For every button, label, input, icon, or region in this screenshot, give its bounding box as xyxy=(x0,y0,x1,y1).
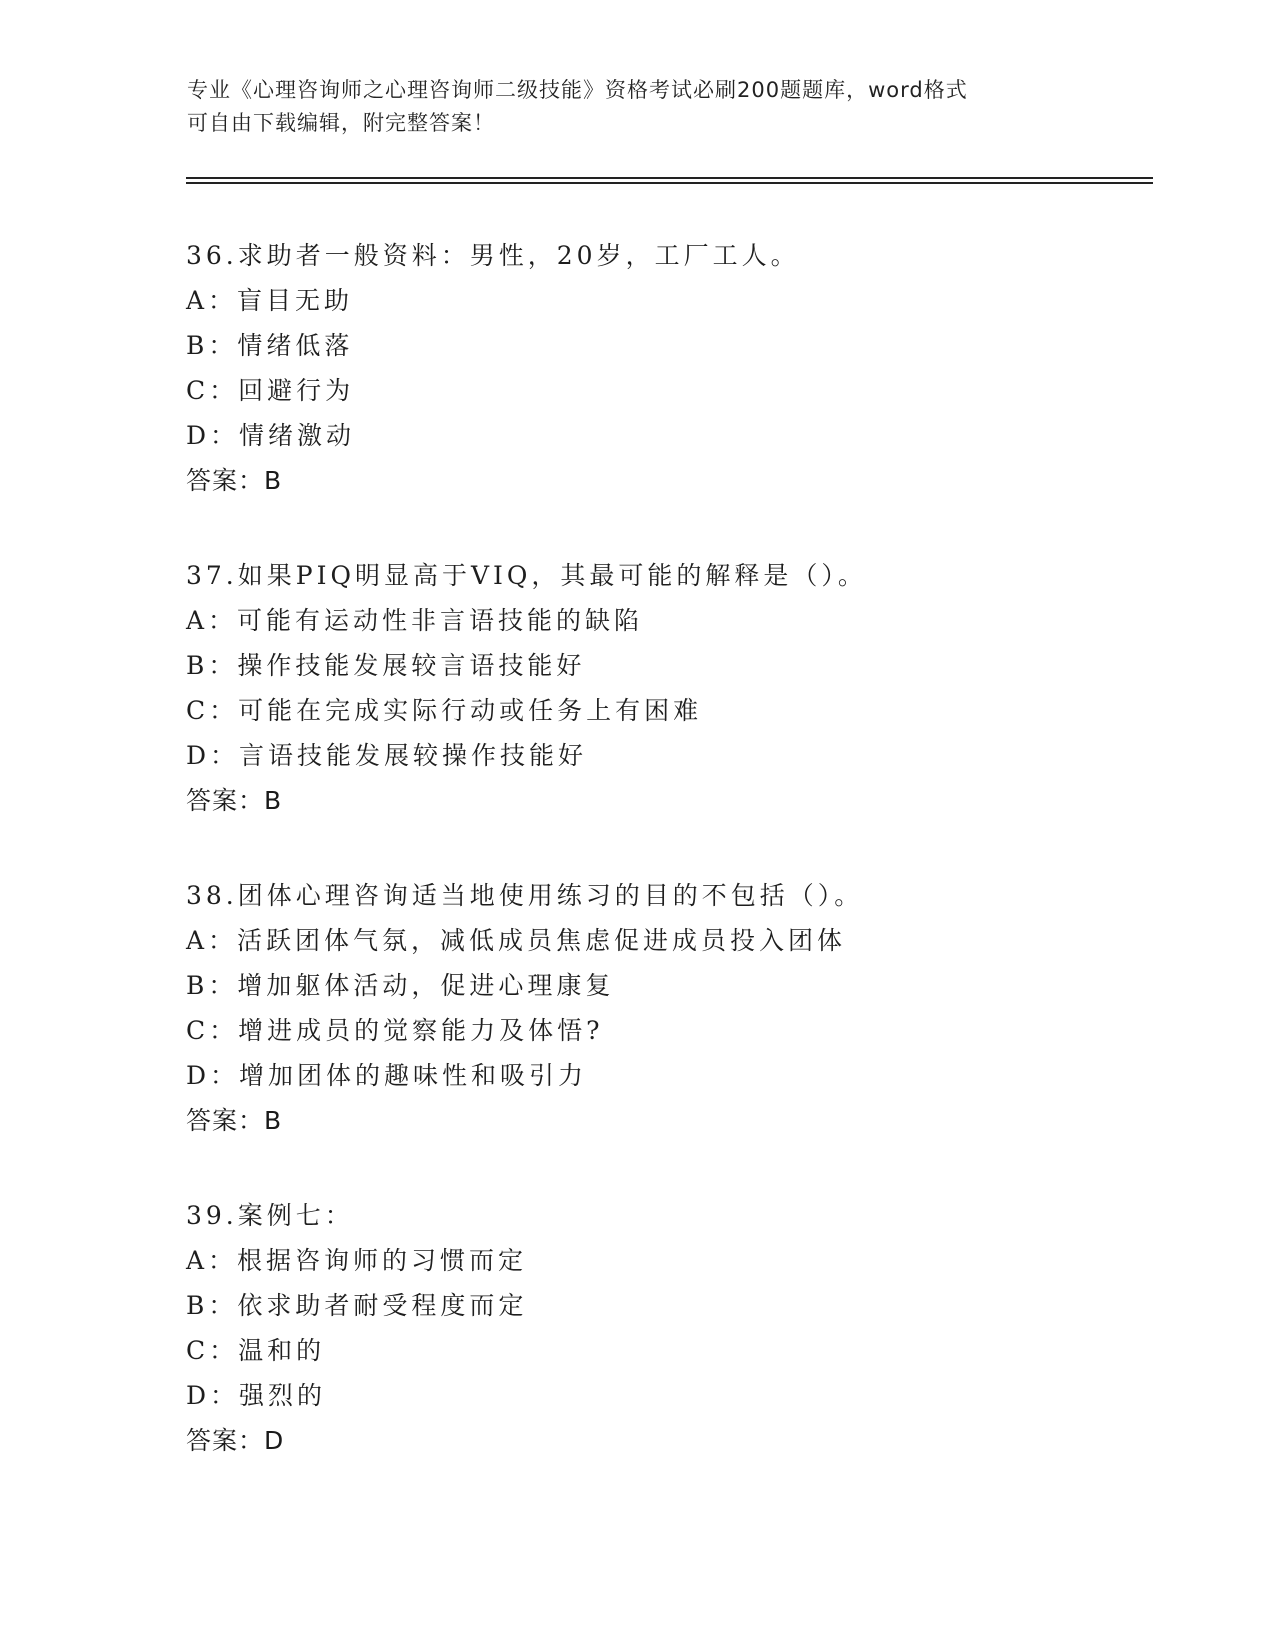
answer-label: 答案： xyxy=(186,1426,265,1455)
answer-label: 答案： xyxy=(186,466,265,495)
answer-value: D xyxy=(264,1426,284,1455)
header-divider-top xyxy=(186,177,1153,179)
header-line-2: 可自由下载编辑，附完整答案！ xyxy=(187,111,495,135)
question-38 xyxy=(186,873,1146,1193)
header-line-1: 专业《心理咨询师之心理咨询师二级技能》资格考试必刷200题题库，word格式 xyxy=(187,78,968,102)
question-stem: 36.求助者一般资料：男性，20岁，工厂工人。 xyxy=(186,241,800,270)
option-a: A：盲目无助 xyxy=(186,286,354,315)
answer-line xyxy=(186,778,1146,823)
option-a: A：根据咨询师的习惯而定 xyxy=(186,1246,528,1275)
option-c: C：可能在完成实际行动或任务上有困难 xyxy=(186,696,703,725)
option-d: D：强烈的 xyxy=(186,1381,327,1410)
option-b: B：依求助者耐受程度而定 xyxy=(186,1291,528,1320)
answer-value: B xyxy=(264,1106,282,1135)
answer-line xyxy=(186,458,1146,503)
answer-label: 答案： xyxy=(186,786,265,815)
option-d: D：情绪激动 xyxy=(186,421,356,450)
header-divider-bottom xyxy=(186,182,1153,184)
question-stem: 38.团体心理咨询适当地使用练习的目的不包括（）。 xyxy=(186,881,864,910)
answer-line xyxy=(186,1418,1146,1463)
document-header xyxy=(187,74,1087,140)
option-a: A：活跃团体气氛，减低成员焦虑促进成员投入团体 xyxy=(186,926,847,955)
option-b: B：操作技能发展较言语技能好 xyxy=(186,651,586,680)
question-37 xyxy=(186,553,1146,873)
answer-value: B xyxy=(264,786,282,815)
option-d: D：增加团体的趣味性和吸引力 xyxy=(186,1061,588,1090)
question-stem: 37.如果PIQ明显高于VIQ，其最可能的解释是（）。 xyxy=(186,561,867,590)
option-c: C：回避行为 xyxy=(186,376,355,405)
question-39 xyxy=(186,1193,1146,1513)
option-b: B：增加躯体活动，促进心理康复 xyxy=(186,971,615,1000)
option-b: B：情绪低落 xyxy=(186,331,354,360)
question-36 xyxy=(186,233,1146,553)
option-c: C：温和的 xyxy=(186,1336,326,1365)
answer-label: 答案： xyxy=(186,1106,265,1135)
answer-value: B xyxy=(264,466,282,495)
question-stem: 39.案例七： xyxy=(186,1201,354,1230)
question-list xyxy=(186,233,1146,1513)
option-a: A：可能有运动性非言语技能的缺陷 xyxy=(186,606,644,635)
option-d: D：言语技能发展较操作技能好 xyxy=(186,741,588,770)
answer-line xyxy=(186,1098,1146,1143)
option-c: C：增进成员的觉察能力及体悟? xyxy=(186,1016,604,1045)
